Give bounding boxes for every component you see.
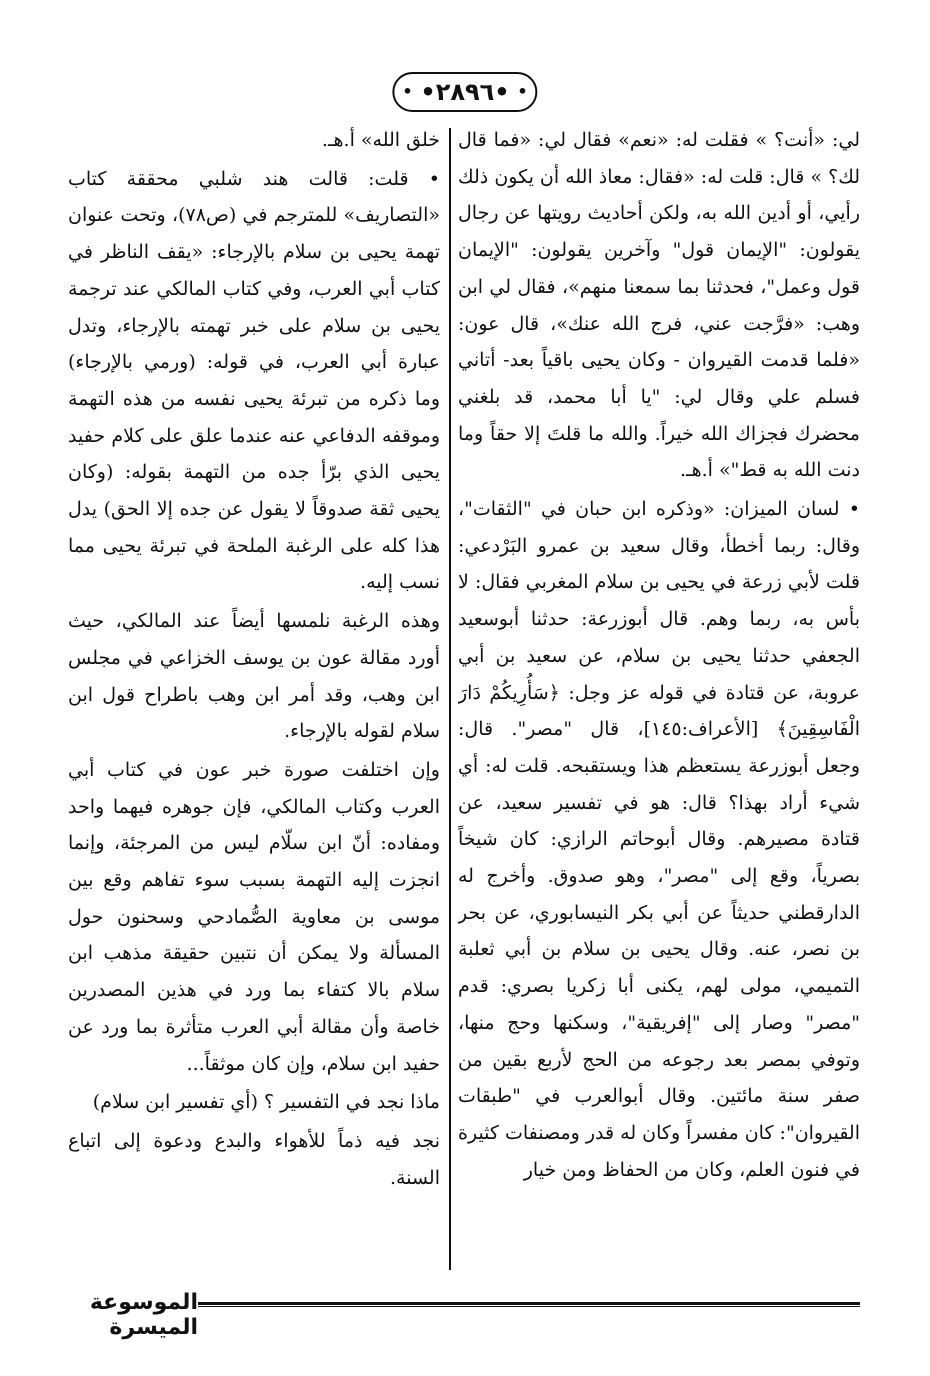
left-paragraph-2: • قلت: قالت هند شلبي محققة كتاب «التصاريف» للمترجم في (ص٧٨)، وتحت عنوان تهمة يحيى بن سلام بالإرجاء: «يقف الناظر في كتاب أبي العرب، وفي كتاب المالكي عند ترجمة يحيى بن سلام على خبر تهمته بالإرجاء، وتدل عبارة أبي العرب، في قوله: (ورمي بالإرجاء) وما ذكره من تبرئة يحيى نفسه من هذه التهمة وموقفه الدفاعي عنه عندما علق على كلام حفيد يحيى الذي برّأ جده من التهمة بقوله: (وكان يحيى ثقة صدوقاً لا يقول عن جده إلا الحق) يدل هذا كله على الرغبة الملحة في تبرئة يحيى مما نسب إليه. xyxy=(68,167,440,594)
right-paragraph-1: لي: «أنت؟ » فقلت له: «نعم» فقال لي: «فما قال لك؟ » قال: قلت له: «فقال: معاذ الله أن يكون ذلك رأيي، أو أدين الله به، ولكن أحاديث رويتها عن رجال يقولون: "الإيمان قول" وآخرين يقولون: "الإيمان قول وعمل"، فحدثنا بما سمعنا منهم»، فقال لي ابن وهب: «فرَّجت عني، فرج الله عنك»، قال عون: «فلما قدمت القيروان - وكان يحيى باقياً بعد- أتاني فسلم علي وقال لي: "يا أبا محمد، قد بلغني محضرك فجزاك الله خيراً. والله ما قلتَ إلا حقاً وما دنت الله به قط"» أ.هـ. xyxy=(458,129,860,482)
column-divider xyxy=(449,128,451,1270)
left-paragraph-1: خلق الله» أ.هـ. xyxy=(321,129,440,151)
left-paragraph-4: وإن اختلفت صورة خبر عون في كتاب أبي العرب وكتاب المالكي، فإن جوهره فيهما واحد ومفاده: أنّ ابن سلّام ليس من المرجئة، وإنما انجزت إليه التهمة بسبب سوء تفاهم وقع بين موسى بن معاوية الصُّمادحي وسحنون حول المسألة ولا يمكن أن نتبين حقيقة مذهب ابن سلام بالا كتفاء بما ورد في هذين المصدرين خاصة وأن مقالة أبي العرب متأثرة بما ورد عن حفيد ابن سلام، وإن كان موثقاً... xyxy=(68,758,440,1075)
page-number: • •٢٨٩٦• • xyxy=(392,72,537,112)
right-paragraph-2: • لسان الميزان: «وذكره ابن حبان في "الثقات"، وقال: ربما أخطأ، وقال سعيد بن عمرو البَرْدعي: قلت لأبي زرعة في يحيى بن سلام المغربي فقال: لا بأس به، ربما وهم. قال أبوزرعة: حدثنا أبوسعيد الجعفي حدثنا يحيى بن سلام، عن سعيد بن أبي عروبة، عن قتادة في قوله عز وجل: ﴿سَأُرِيكُمْ دَارَ الْفَاسِقِينَ﴾ [الأعراف:١٤٥]، قال "مصر". قال: وجعل أبوزرعة يستعظم هذا ويستقبحه. قلت له: أي شيء أراد بهذا؟ قال: هو في تفسير سعيد، عن قتادة مصيرهم. وقال أبوحاتم الرازي: كان شيخاً بصرياً، وقع إلى "مصر"، وهو صدوق. وأخرج له الدارقطني حديثاً عن أبي بكر النيسابوري، عن بحر بن نصر، عنه. وقال يحيى بن سلام بن أبي ثعلبة التميمي، مولى لهم، يكنى أبا زكريا بصري: قدم "مصر" وصار إلى "إفريقية"، وسكنها وحج منها، وتوفي بمصر بعد رجوعه من الحج لأربع بقين من صفر سنة مائتين. وقال أبوالعرب في "طبقات القيروان": كان مفسراً وكان له قدر ومصنفات كثيرة في فنون العلم، وكان من الحفاظ ومن خيار xyxy=(458,498,860,1181)
left-paragraph-6: نجد فيه ذماً للأهواء والبدع ودعوة إلى اتباع السنة. xyxy=(68,1129,440,1189)
right-column xyxy=(458,122,860,1242)
left-paragraph-5: ماذا نجد في التفسير ؟ (أي تفسير ابن سلام) xyxy=(92,1091,440,1114)
left-column xyxy=(68,122,440,1262)
left-paragraph-3: وهذه الرغبة نلمسها أيضاً عند المالكي، حيث أورد مقالة عون بن يوسف الخزاعي في مجلس ابن وهب، وقد أمر ابن وهب باطراح قول ابن سلام لقوله بالإرجاء. xyxy=(68,610,440,743)
footer-title: الموسوعة الميسرة xyxy=(0,1290,198,1340)
